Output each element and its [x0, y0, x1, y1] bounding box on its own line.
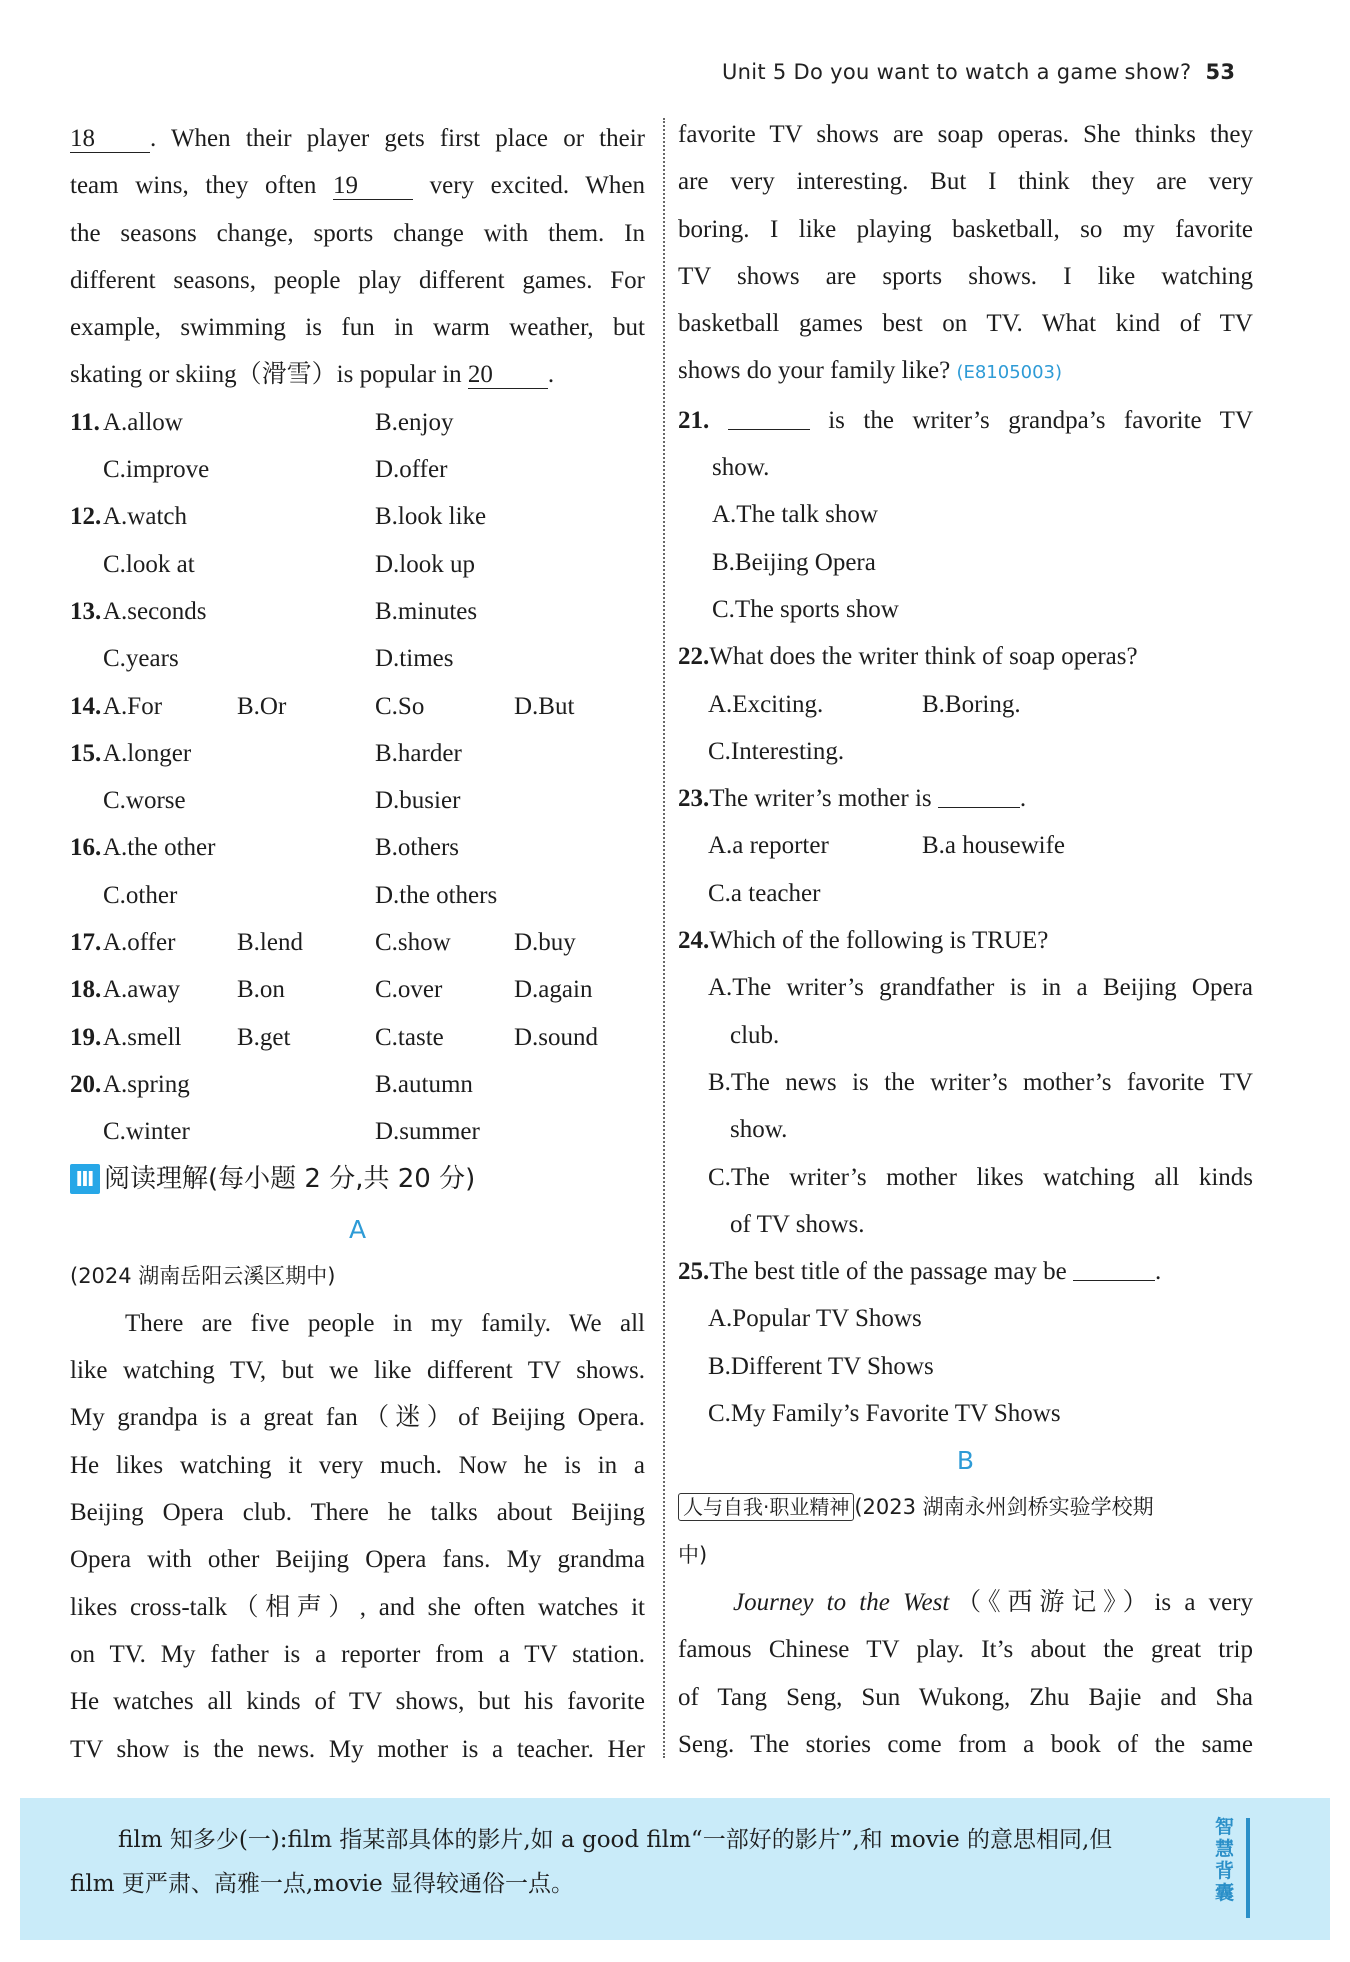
passage-line: skating or skiing（滑雪）is popular in 20 .	[70, 361, 555, 389]
question-number: 17.	[70, 929, 102, 957]
passage-line: different seasons, people play different games. For	[70, 266, 645, 294]
option-a: A.offer	[103, 929, 176, 957]
passage-source-cont: 中)	[678, 1542, 708, 1567]
option-d: D.again	[514, 976, 593, 1004]
option-row	[70, 541, 645, 588]
passage-line: of Tang Seng, Sun Wukong, Zhu Bajie and Sha	[678, 1683, 1253, 1711]
passage-line: Opera with other Beijing Opera fans. My grandma	[70, 1546, 645, 1574]
passage-line: example, swimming is fun in warm weather, but	[70, 314, 645, 342]
option-c: C.worse	[103, 787, 186, 815]
question-stem: 24.Which of the following is TRUE?	[678, 927, 1049, 955]
passage-line: favorite TV shows are soap operas. She thinks they	[678, 121, 1253, 148]
option-a: A.The talk show	[712, 501, 878, 529]
question-stem: 22.What does the writer think of soap operas?	[678, 643, 1138, 671]
passage-letter-b: B	[956, 1446, 975, 1476]
option-c: C.taste	[375, 1023, 444, 1051]
option-d: D.times	[375, 645, 454, 673]
option-c: C.improve	[103, 456, 210, 484]
question-stem: 23.The writer’s mother is .	[678, 785, 1027, 813]
question-stem: 25.The best title of the passage may be .	[678, 1258, 1162, 1286]
option-b: B.Different TV Shows	[708, 1352, 934, 1380]
passage-line: There are five people in my family. We all	[125, 1309, 645, 1337]
option-c: C.over	[375, 976, 443, 1004]
tip-box	[20, 1798, 1330, 1940]
option-row	[70, 635, 645, 682]
theme-tag: 人与自我·职业精神	[678, 1493, 854, 1521]
option-d: D.summer	[375, 1118, 480, 1146]
question-number: 24.	[678, 927, 710, 955]
option-row	[70, 730, 645, 777]
option-b: B.a housewife	[922, 832, 1066, 860]
option-row	[678, 822, 1253, 869]
column-divider	[663, 118, 665, 1758]
answer-blank	[938, 785, 1020, 808]
option-a: A.a reporter	[708, 832, 829, 860]
section-title: 阅读理解(每小题 2 分,共 20 分)	[104, 1163, 476, 1194]
passage-line: basketball games best on TV. What kind of TV	[678, 310, 1253, 338]
option-d: D.the others	[375, 881, 498, 909]
question-number: 16.	[70, 834, 102, 862]
option-c: C.a teacher	[708, 879, 821, 907]
option-a: A.seconds	[103, 597, 207, 625]
question-number: 20.	[70, 1070, 102, 1098]
tip-bar	[1246, 1818, 1250, 1918]
option-b: B.minutes	[375, 597, 478, 625]
option-b: B.lend	[237, 929, 303, 957]
option-row	[70, 966, 645, 1013]
option-row	[70, 446, 645, 493]
option-row	[70, 824, 645, 871]
passage-line: like watching TV, but we like different TV shows.	[70, 1357, 645, 1385]
option-c: C.So	[375, 692, 425, 720]
option-b: B.others	[375, 834, 460, 862]
passage-line: TV shows are sports shows. I like watching	[678, 262, 1253, 290]
option-a: A.the other	[103, 834, 216, 862]
option-row	[678, 681, 1253, 728]
passage-line: TV show is the news. My mother is a teacher. Her	[70, 1735, 645, 1763]
answer-blank	[1073, 1258, 1155, 1281]
option-row	[70, 1108, 645, 1155]
option-b: B.enjoy	[375, 408, 454, 436]
question-number: 18.	[70, 976, 102, 1004]
option-b: B.The news is the writer’s mother’s favorite TV show.	[708, 1068, 1253, 1144]
option-a: A.The writer’s grandfather is in a Beijing Opera club.	[708, 974, 1253, 1049]
tip-label: 智慧背囊	[1215, 1816, 1235, 1904]
passage-line: My grandpa is a great fan（迷）of Beijing Opera.	[70, 1404, 645, 1432]
option-a: A.watch	[103, 503, 187, 531]
right-column	[678, 111, 1253, 1768]
page-number: 53	[1205, 60, 1236, 84]
option-c: C.years	[103, 645, 179, 673]
running-header	[722, 60, 1235, 84]
answer-blank: 19	[333, 173, 413, 200]
option-d: D.offer	[375, 456, 448, 484]
passage-letter-a: A	[348, 1214, 367, 1244]
question-number: 19.	[70, 1023, 102, 1051]
passage-line: team wins, they often 19 very excited. When	[70, 172, 645, 200]
option-d: D.sound	[514, 1023, 599, 1051]
option-c: C.look at	[103, 550, 195, 578]
option-a: A.Exciting.	[708, 690, 824, 718]
option-a: A.spring	[103, 1070, 190, 1098]
option-b: B.Beijing Opera	[712, 548, 876, 576]
option-b: B.Or	[237, 692, 287, 720]
answer-blank: 18	[70, 126, 150, 153]
option-d: D.But	[514, 692, 575, 720]
passage-line: shows do your family like? (E8105003)	[678, 357, 1063, 385]
option-row	[70, 399, 645, 446]
option-b: B.harder	[375, 739, 462, 767]
option-b: B.get	[237, 1023, 291, 1051]
resource-code: (E8105003)	[956, 362, 1063, 384]
passage-line: are very interesting. But I think they are very	[678, 168, 1253, 196]
option-a: A.allow	[103, 408, 183, 436]
option-c: C.show	[375, 929, 451, 957]
option-row	[70, 683, 645, 730]
passage-line: on TV. My father is a reporter from a TV station.	[70, 1640, 645, 1668]
option-c: C.The sports show	[712, 595, 899, 623]
question-number: 25.	[678, 1258, 710, 1286]
passage-line: the seasons change, sports change with them. In	[70, 219, 645, 247]
question-number: 14.	[70, 692, 102, 720]
passage-line: famous Chinese TV play. It’s about the great trip	[678, 1636, 1253, 1664]
question-number: 13.	[70, 597, 102, 625]
passage-source: (2024 湖南岳阳云溪区期中)	[70, 1263, 336, 1288]
tip-text: film 知多少(一):film 指某部具体的影片,如 a good film“一部好的影片”,和 movie 的意思相同,但 film 更严肃、高雅一点,movie 显得较通俗一点。	[70, 1827, 1113, 1897]
section-number-icon: Ⅲ	[70, 1164, 100, 1194]
option-d: D.busier	[375, 787, 461, 815]
option-a: A.longer	[103, 739, 192, 767]
option-row	[70, 493, 645, 540]
option-c: C.winter	[103, 1118, 190, 1146]
question-number: 22.	[678, 643, 710, 671]
option-c: C.My Family’s Favorite TV Shows	[708, 1400, 1061, 1428]
answer-blank: 20	[468, 362, 548, 389]
option-a: A.smell	[103, 1023, 182, 1051]
passage-line: He watches all kinds of TV shows, but his favorite	[70, 1688, 645, 1716]
question-stem-cont: show.	[712, 454, 770, 482]
question-number: 21.	[678, 406, 710, 434]
option-row	[70, 1061, 645, 1108]
passage-line: likes cross-talk（相声）, and she often watches it	[70, 1593, 645, 1621]
unit-title: Unit 5 Do you want to watch a game show?	[722, 60, 1192, 84]
passage-source: 人与自我·职业精神 (2023 湖南永州剑桥实验学校期	[678, 1484, 1253, 1531]
question-stem: 21. is the writer’s grandpa’s favorite TV	[678, 406, 1254, 434]
option-a: A.For	[103, 692, 163, 720]
option-b: B.autumn	[375, 1070, 473, 1098]
option-row	[70, 919, 645, 966]
option-c: C.other	[103, 881, 178, 909]
option-c: C.Interesting.	[708, 737, 845, 765]
option-d: D.buy	[514, 929, 576, 957]
option-b: B.on	[237, 976, 285, 1004]
left-column	[70, 115, 645, 1773]
option-b: B.look like	[375, 503, 487, 531]
option-c: C.The writer’s mother likes watching all kinds of TV shows.	[708, 1163, 1253, 1238]
option-row	[70, 777, 645, 824]
option-a: A.Popular TV Shows	[708, 1305, 922, 1333]
section-heading	[70, 1156, 645, 1206]
option-row	[70, 872, 645, 919]
option-a: A.away	[103, 976, 181, 1004]
passage-line: 18 . When their player gets first place or their	[70, 125, 645, 152]
passage-line: Beijing Opera club. There he talks about Beijing	[70, 1499, 645, 1527]
passage-line: Seng. The stories come from a book of the same	[678, 1730, 1253, 1758]
option-row	[70, 588, 645, 635]
option-row	[70, 1014, 645, 1061]
passage-line: boring. I like playing basketball, so my favorite	[678, 215, 1253, 243]
question-number: 15.	[70, 739, 102, 767]
answer-blank	[728, 407, 810, 430]
passage-line: He likes watching it very much. Now he is in a	[70, 1451, 645, 1479]
option-b: B.Boring.	[922, 690, 1021, 718]
question-number: 23.	[678, 785, 710, 813]
passage-line: Journey to the West（《西游记》）is a very	[733, 1588, 1253, 1616]
option-d: D.look up	[375, 550, 475, 578]
question-number: 12.	[70, 503, 102, 531]
question-number: 11.	[70, 408, 100, 436]
book-title: Journey to the West	[733, 1588, 950, 1616]
